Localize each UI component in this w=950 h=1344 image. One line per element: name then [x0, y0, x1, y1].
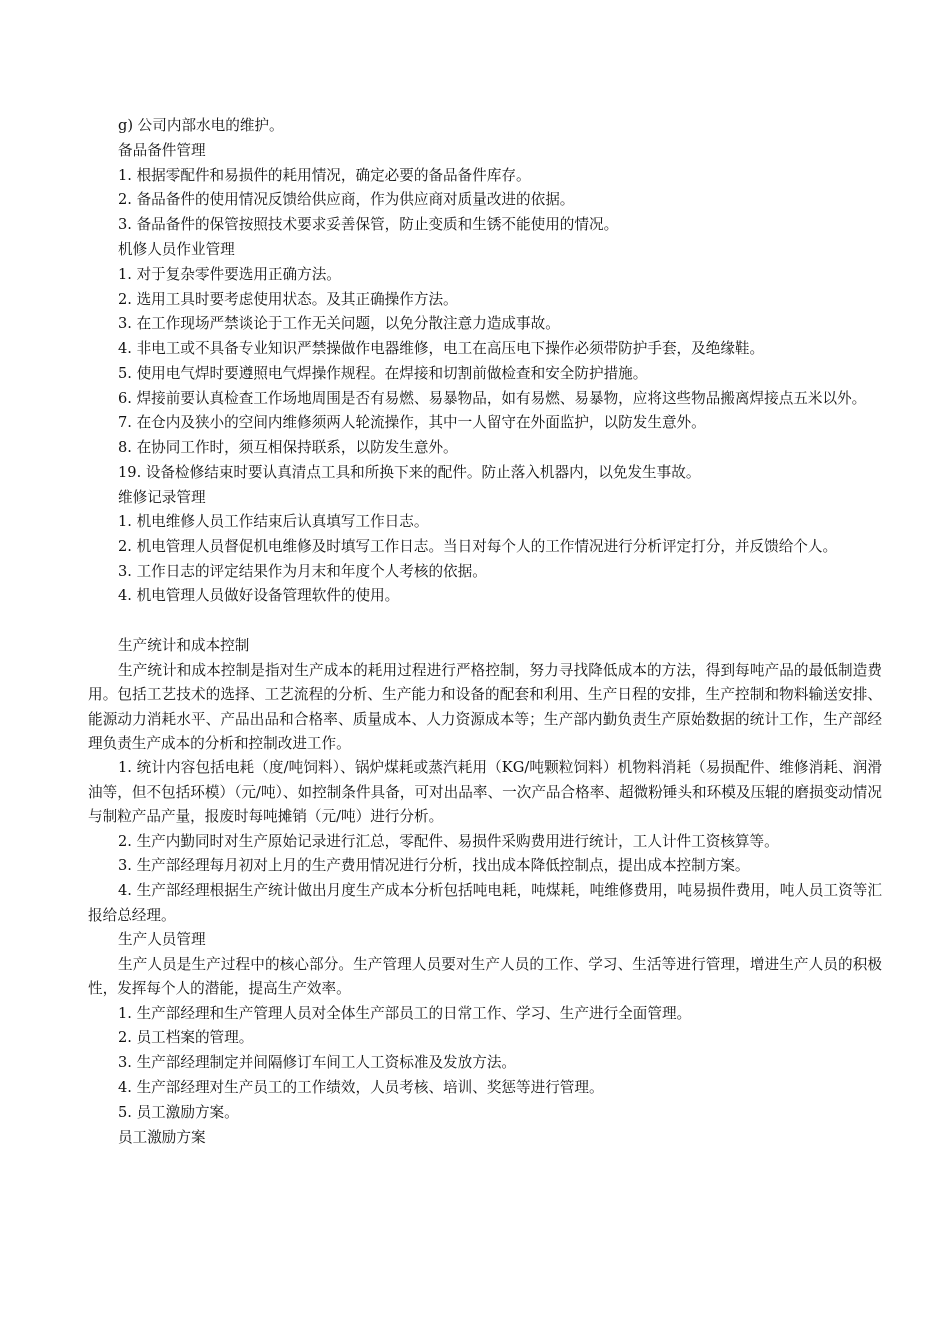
paragraph: 1. 生产部经理和生产管理人员对全体生产部员工的日常工作、学习、生产进行全面管理。	[118, 1004, 692, 1022]
paragraph: 3. 工作日志的评定结果作为月末和年度个人考核的依据。	[118, 562, 487, 580]
paragraph: 7. 在仓内及狭小的空间内维修须两人轮流操作，其中一人留守在外面监护，以防发生意外。	[118, 414, 706, 432]
paragraph: 4. 生产部经理根据生产统计做出月度生产成本分析包括吨电耗，吨煤耗，吨维修费用，吨易损件费用，吨人员工资等汇报给总经理。	[88, 882, 882, 924]
paragraph: 1. 统计内容包括电耗（度/吨饲料）、锅炉煤耗或蒸汽耗用（KG/吨颗粒饲料）机物料消耗（易损配件、维修消耗、润滑油等，但不包括环模）（元/吨）、如控制条件具备，可对出品率、一次产品合格率、超微粉锤头和环模及压辊的磨损变动情况与制粒产品产量，报废时每吨摊销（元/吨）进行分析。	[88, 759, 882, 826]
paragraph: 4. 机电管理人员做好设备管理软件的使用。	[118, 587, 400, 605]
paragraph: 19. 设备检修结束时要认真清点工具和所换下来的配件。防止落入机器内，以免发生事故。	[118, 463, 701, 481]
paragraph: 4. 生产部经理对生产员工的工作绩效，人员考核、培训、奖惩等进行管理。	[118, 1079, 604, 1096]
section-heading: 备品备件管理	[118, 141, 206, 159]
paragraph: 3. 生产部经理每月初对上月的生产费用情况进行分析，找出成本降低控制点，提出成本控制方案。	[118, 857, 750, 875]
paragraph: 5. 使用电气焊时要遵照电气焊操作规程。在焊接和切割前做检查和安全防护措施。	[118, 364, 648, 382]
paragraph: 2. 员工档案的管理。	[118, 1029, 254, 1047]
paragraph: g) 公司内部水电的维护。	[118, 117, 284, 134]
section-heading: 生产统计和成本控制	[118, 636, 250, 654]
paragraph: 6. 焊接前要认真检查工作场地周围是否有易燃、易暴物品，如有易燃、易暴物，应将这些物品搬离焊接点五米以外。	[118, 389, 867, 407]
paragraph: 8. 在协同工作时，须互相保持联系，以防发生意外。	[118, 438, 458, 456]
section-heading: 机修人员作业管理	[118, 240, 235, 258]
paragraph: 1. 根据零配件和易损件的耗用情况，确定必要的备品备件库存。	[118, 166, 531, 184]
section-heading: 员工激励方案	[118, 1128, 206, 1146]
paragraph: 生产统计和成本控制是指对生产成本的耗用过程进行严格控制，努力寻找降低成本的方法，得到每吨产品的最低制造费用。包括工艺技术的选择、工艺流程的分析、生产能力和设备的配套和利用、生产日程的安排，生产控制和物料输送安排、能源动力消耗水平、产品出品和合格率、质量成本、人力资源成本等；生产部内勤负责生产原始数据的统计工作，生产部经理负责生产成本的分析和控制改进工作。	[88, 661, 882, 752]
paragraph: 2. 机电管理人员督促机电维修及时填写工作日志。当日对每个人的工作情况进行分析评定打分，并反馈给个人。	[118, 538, 838, 556]
paragraph: 2. 选用工具时要考虑使用状态。及其正确操作方法。	[118, 290, 458, 308]
paragraph: 2. 备品备件的使用情况反馈给供应商，作为供应商对质量改进的依据。	[118, 191, 575, 209]
paragraph: 1. 对于复杂零件要选用正确方法。	[118, 265, 341, 283]
blank-line	[88, 609, 882, 634]
paragraph: 3. 生产部经理制定并间隔修订车间工人工资标准及发放方法。	[118, 1054, 517, 1072]
section-heading: 生产人员管理	[118, 931, 206, 948]
paragraph: 3. 在工作现场严禁谈论于工作无关问题，以免分散注意力造成事故。	[118, 315, 560, 333]
paragraph: 2. 生产内勤同时对生产原始记录进行汇总，零配件、易损件采购费用进行统计，工人计件工资核算等。	[118, 832, 779, 850]
document-body	[88, 114, 882, 1150]
paragraph: 1. 机电维修人员工作结束后认真填写工作日志。	[118, 513, 429, 531]
section-heading: 维修记录管理	[118, 488, 206, 506]
paragraph: 5. 员工激励方案。	[118, 1103, 239, 1121]
paragraph: 3. 备品备件的保管按照技术要求妥善保管，防止变质和生锈不能使用的情况。	[118, 216, 619, 234]
paragraph: 生产人员是生产过程中的核心部分。生产管理人员要对生产人员的工作、学习、生活等进行管理，增进生产人员的积极性，发挥每个人的潜能，提高生产效率。	[88, 955, 882, 998]
paragraph: 4. 非电工或不具备专业知识严禁操做作电器维修，电工在高压电下操作必须带防护手套，及绝缘鞋。	[118, 340, 765, 358]
